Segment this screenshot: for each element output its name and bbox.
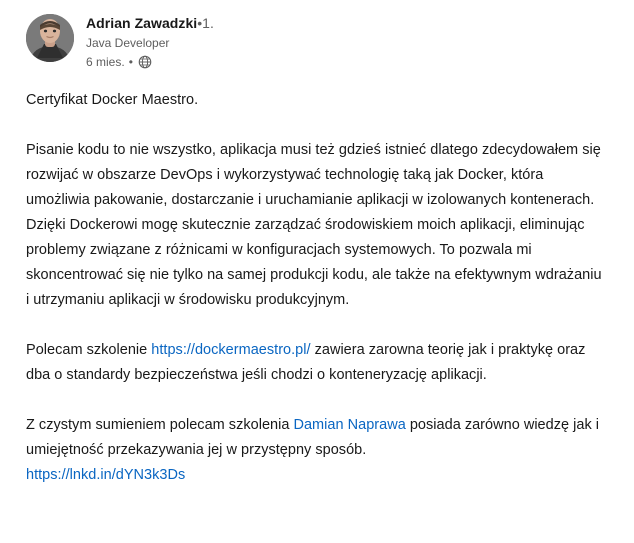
author-block bbox=[86, 14, 214, 70]
author-headline: Java Developer bbox=[86, 36, 170, 50]
docker-maestro-link[interactable]: https://dockermaestro.pl/ bbox=[151, 342, 311, 358]
meta-separator: • bbox=[128, 55, 133, 69]
mention-damian-naprawa[interactable]: Damian Naprawa bbox=[293, 417, 406, 433]
paragraph-3-post: posiada zarówno wiedzę jak i umiejętność przekazywania jej w przystępny sposób. bbox=[26, 417, 600, 458]
author-name-line[interactable] bbox=[86, 15, 214, 32]
post-paragraph-2 bbox=[26, 338, 608, 388]
post-paragraph-1: Pisanie kodu to nie wszystko, aplikacja musi też gdzieś istnieć dlatego zdecydowałem się rozwijać w obszarze DevOps i wykorzystywać technologię taką jak Docker, która umożliwia pakowanie, dostarczanie i uruchamianie aplikacji w izolowanych kontenerach. Dzięki Dockerowi mogę skutecznie zarządzać środowiskiem moich aplikacji, eliminując problemy związane z różnicami w konfiguracjach systemowych. To pozwala mi skoncentrować się nie tylko na samej produkcji kodu, ale także na efektywnym wdrażaniu i utrzymaniu aplikacji w środowisku produkcyjnym. bbox=[26, 142, 602, 308]
author-name[interactable]: Adrian Zawadzki bbox=[86, 15, 198, 31]
paragraph-2-post: zawiera zarowna teorię jak i praktykę oraz dba o standardy bezpieczeństwa jeśli chodzi o konteneryzację aplikacji. bbox=[26, 342, 586, 383]
post-paragraph-3 bbox=[26, 413, 608, 488]
globe-icon bbox=[138, 55, 152, 69]
lnkd-short-link[interactable]: https://lnkd.in/dYN3k3Ds bbox=[26, 467, 186, 483]
post-body bbox=[26, 88, 608, 488]
paragraph-2-pre: Polecam szkolenie bbox=[26, 342, 152, 358]
post-time: 6 mies. bbox=[86, 55, 125, 69]
author-separator: • bbox=[197, 15, 203, 31]
post-header bbox=[26, 14, 608, 70]
post-line-title: Certyfikat Docker Maestro. bbox=[26, 92, 199, 108]
avatar[interactable] bbox=[26, 14, 74, 62]
post-meta bbox=[86, 54, 214, 70]
paragraph-3-pre: Z czystym sumieniem polecam szkolenia bbox=[26, 417, 294, 433]
author-degree: 1. bbox=[202, 15, 214, 31]
